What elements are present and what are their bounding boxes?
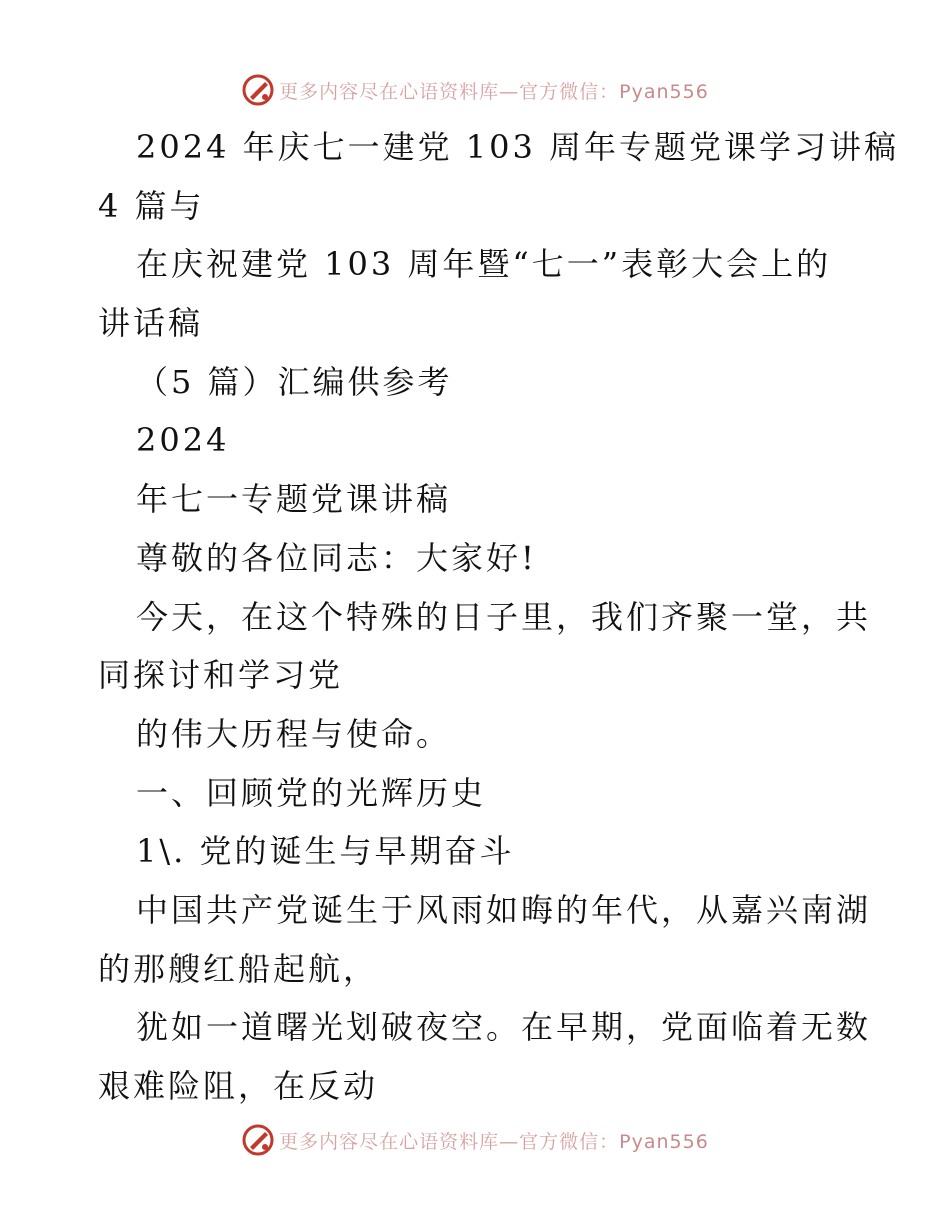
title-line-5: （5 篇）汇编供参考 (136, 362, 453, 401)
paragraph-line: 犹如一道曙光划破夜空。在早期，党面临着无数 (136, 1008, 872, 1047)
banner-text: 更多内容尽在心语资料库—官方微信：Pyan556 (279, 80, 709, 103)
title-line-3: 在庆祝建党 103 周年暨“七一”表彰大会上的 (136, 245, 832, 284)
footer-watermark (0, 1120, 950, 1160)
header-watermark (0, 70, 950, 110)
wechat-id: Pyan556 (619, 80, 709, 103)
document-body (98, 118, 900, 1116)
brand-logo-icon (241, 73, 275, 107)
title-line-1: 2024 年庆七一建党 103 周年专题党课学习讲稿 (136, 128, 900, 166)
title-line-2: 4 篇与 (98, 186, 205, 225)
paragraph-line: 的那艘红船起航， (98, 949, 379, 988)
paragraph-line: 今天，在这个特殊的日子里，我们齐聚一堂，共 (136, 597, 872, 636)
paragraph-line: 艰难险阻，在反动 (98, 1067, 379, 1105)
paragraph-line: 的伟大历程与使命。 (136, 714, 452, 753)
banner-text: 更多内容尽在心语资料库—官方微信：Pyan556 (279, 1130, 709, 1153)
brand-logo-icon (241, 1123, 275, 1157)
section-year: 2024 (136, 421, 230, 460)
paragraph-line: 中国共产党诞生于风雨如晦的年代，从嘉兴南湖 (136, 890, 872, 929)
section-title: 年七一专题党课讲稿 (136, 480, 452, 519)
title-line-4: 讲话稿 (98, 304, 204, 343)
greeting: 尊敬的各位同志：大家好! (136, 538, 537, 577)
paragraph-line: 同探讨和学习党 (98, 656, 344, 695)
heading-1: 一、回顾党的光辉历史 (136, 773, 487, 812)
subheading-1-1: 1\. 党的诞生与早期奋斗 (136, 832, 515, 871)
wechat-id: Pyan556 (619, 1130, 709, 1153)
